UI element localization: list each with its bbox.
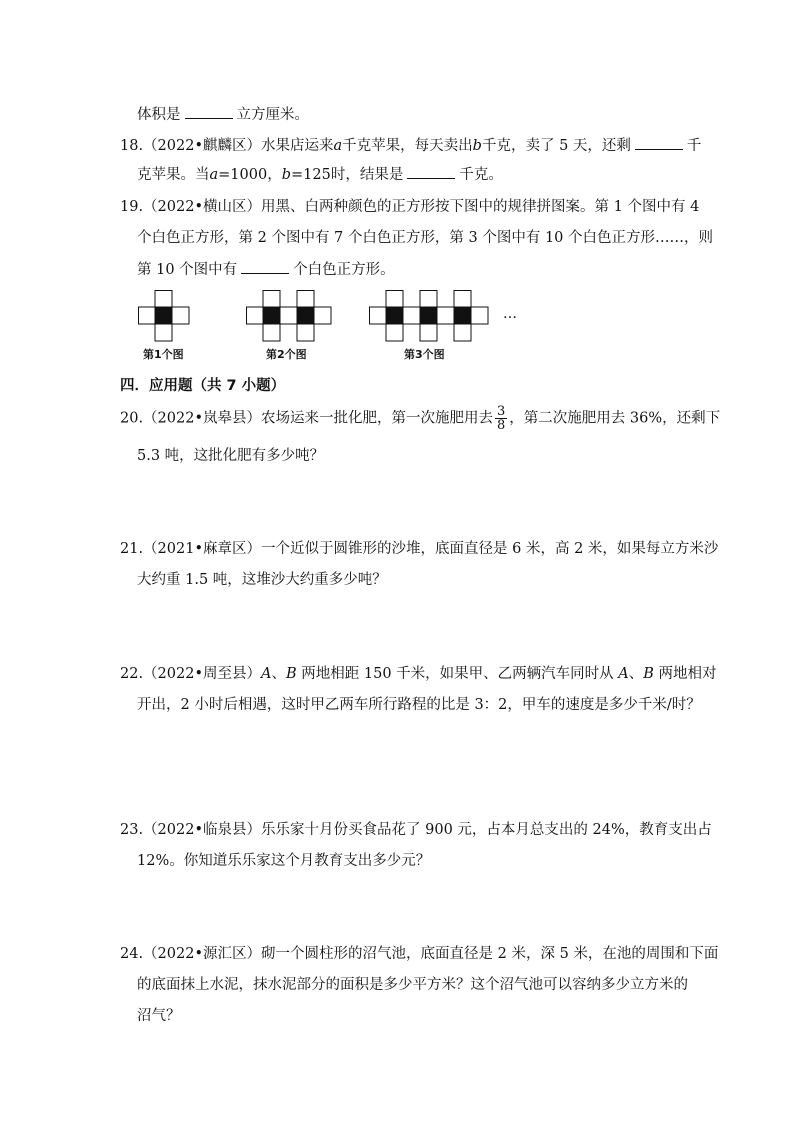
q24-line1: 24.（2022•源汇区）砌一个圆柱形的沼气池，底面直径是 2 米，深 5 米，在池的周围和下面 xyxy=(120,946,719,962)
q18-text: 千克。 xyxy=(459,167,503,183)
q22-text: 两地相对 xyxy=(653,666,717,682)
figure-3-pattern xyxy=(369,290,489,342)
q21-line2: 大约重 1.5 吨，这堆沙大约重多少吨？ xyxy=(137,572,387,588)
section-title: 四．应用题（共 7 小题） xyxy=(120,378,286,394)
var-A: A xyxy=(261,666,272,682)
q17-line xyxy=(137,104,309,125)
q21-line1: 21.（2021•麻章区）一个近似于圆锥形的沙堆，底面直径是 6 米，高 2 米，如果每立方米沙 xyxy=(120,541,719,557)
var-b: b xyxy=(281,167,292,183)
q22-line2: 开出，2 小时后相遇，这时甲乙两车所行路程的比是 3：2，甲车的速度是多少千米/时？ xyxy=(137,697,701,713)
q17-text-post: 立方厘米。 xyxy=(236,107,309,123)
var-b: b xyxy=(472,138,482,154)
q17-answer-blank[interactable] xyxy=(185,104,233,119)
q19-answer-blank[interactable] xyxy=(241,259,289,274)
figure-2-label: 第2个图 xyxy=(266,348,307,361)
q19-text: 第 10 个图中有 xyxy=(137,262,238,278)
q17-text-pre: 体积是 xyxy=(137,107,181,123)
fraction-denominator: 8 xyxy=(497,418,506,433)
q24-line2: 的底面抹上水泥，抹水泥部分的面积是多少平方米？这个沼气池可以容纳多少立方米的 xyxy=(137,977,688,993)
q19-line3 xyxy=(137,259,395,280)
figure-3-label: 第3个图 xyxy=(404,348,445,361)
q23-line1: 23.（2022•临泉县）乐乐家十月份买食品花了 900 元，占本月总支出的 24%，教育支出占 xyxy=(120,822,712,838)
var-a: a xyxy=(209,167,219,183)
q20-line2: 5.3 吨，这批化肥有多少吨？ xyxy=(137,448,325,464)
q24-line3: 沼气？ xyxy=(137,1008,181,1024)
q18-answer-blank-1[interactable] xyxy=(635,135,683,150)
q22-text: 22.（2022•周至县） xyxy=(120,666,262,682)
var-B: B xyxy=(286,666,297,682)
figure-1-pattern xyxy=(138,290,190,342)
fraction-numerator: 3 xyxy=(497,404,506,419)
var-B: B xyxy=(643,666,654,682)
figure-2-pattern xyxy=(246,290,332,342)
var-A: A xyxy=(618,666,629,682)
q19-line2: 个白色正方形，第 2 个图中有 7 个白色正方形，第 3 个图中有 10 个白色正方形……，则 xyxy=(137,230,713,246)
q20-text: 20.（2022•岚皋县）农场运来一批化肥，第一次施肥用去 xyxy=(120,410,494,427)
figure-ellipsis: … xyxy=(503,306,517,322)
q18-line1 xyxy=(120,135,701,156)
q18-text: 千克苹果，每天卖出 xyxy=(342,138,473,154)
var-a: a xyxy=(333,138,343,154)
q18-text: 千 xyxy=(686,138,702,154)
q19-line1: 19.（2022•横山区）用黑、白两种颜色的正方形按下图中的规律拼图案。第 1 个图中有 4 xyxy=(120,199,700,215)
q18-answer-blank-2[interactable] xyxy=(407,164,455,179)
q22-text: 、 xyxy=(628,666,644,682)
q19-text: 个白色正方形。 xyxy=(293,262,395,278)
q22-text: 、 xyxy=(271,666,286,682)
q20-text: ，第二次施肥用去 36%，还剩下 xyxy=(509,410,721,427)
q23-line2: 12%。你知道乐乐家这个月教育支出多少元？ xyxy=(137,853,431,869)
figure-1-label: 第1个图 xyxy=(143,348,184,361)
q18-line2 xyxy=(137,164,503,185)
q22-line1 xyxy=(120,664,717,684)
q18-text: 克苹果。当 xyxy=(137,167,210,183)
fraction-3-8 xyxy=(495,405,507,432)
q18-text: 千克，卖了 5 天，还剩 xyxy=(481,138,631,154)
q20-line1 xyxy=(120,405,720,432)
q18-text: =125时，结果是 xyxy=(291,167,404,183)
q18-text: =1000， xyxy=(218,167,282,183)
q22-text: 两地相距 150 千米，如果甲、乙两辆汽车同时从 xyxy=(296,666,614,682)
q18-text: 18.（2022•麒麟区）水果店运来 xyxy=(120,138,334,154)
